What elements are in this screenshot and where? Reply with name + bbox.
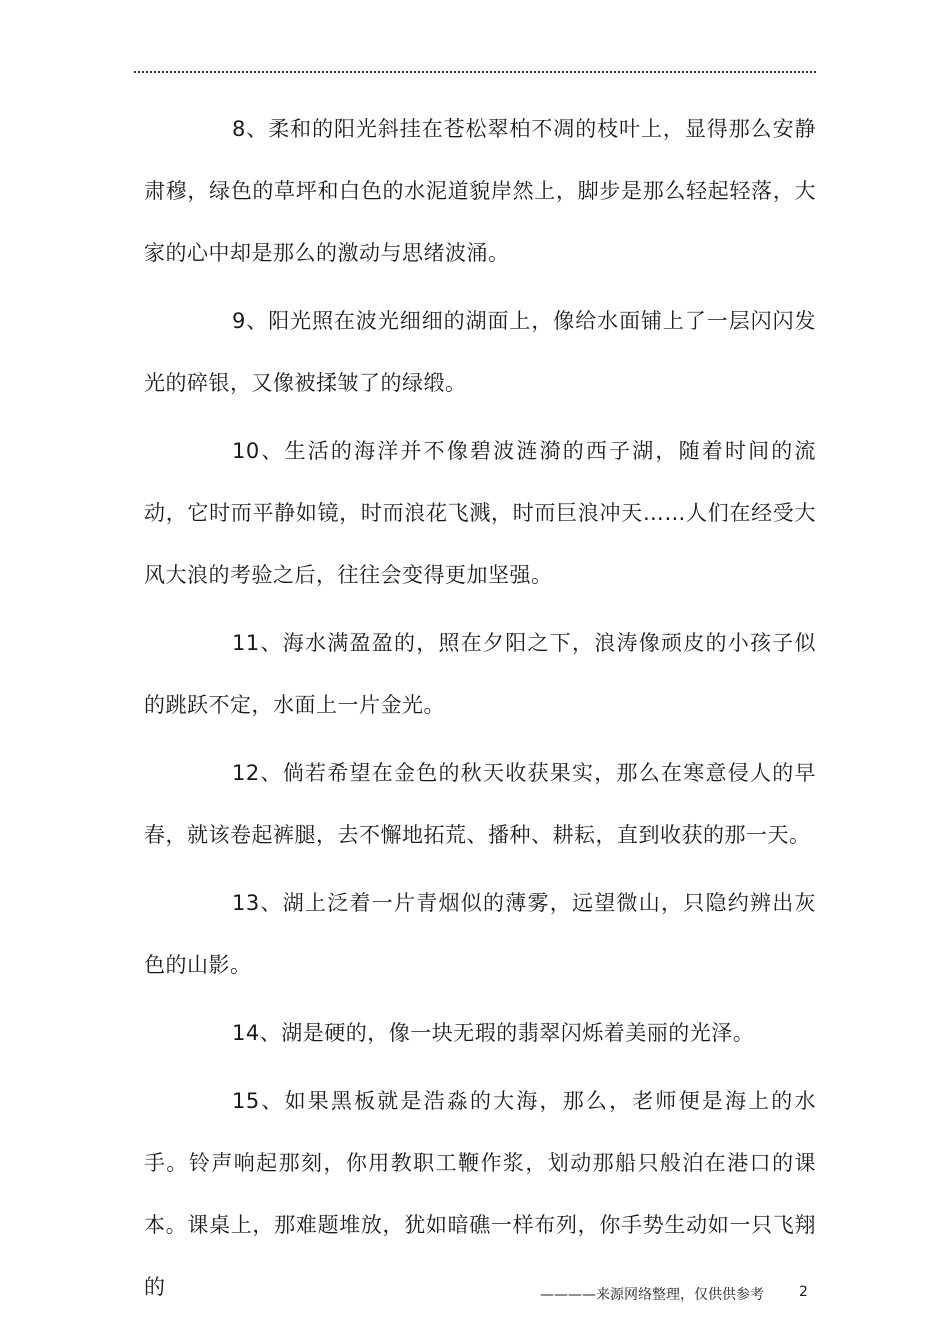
footer-source-note: ————来源网络整理，仅供供参考 <box>540 1287 764 1303</box>
paragraph-9: 9、阳光照在波光细细的湖面上，像给水面铺上了一层闪闪发光的碎银，又像被揉皱了的绿缎。 <box>144 309 816 395</box>
paragraph-13: 13、湖上泛着一片青烟似的薄雾，远望微山，只隐约辨出灰色的山影。 <box>144 891 816 977</box>
paragraph-15: 15、如果黑板就是浩淼的大海，那么，老师便是海上的水手。铃声响起那刻，你用教职工鞭作浆，划动那船只般泊在港口的课本。课桌上，那难题堆放，犹如暗礁一样布列，你手势生动如一只飞翔的 <box>144 1089 816 1299</box>
paragraph-12: 12、倘若希望在金色的秋天收获果实，那么在寒意侵人的早春，就该卷起裤腿，去不懈地拓荒、播种、耕耘，直到收获的那一天。 <box>144 761 816 847</box>
header-dotted-rule <box>134 71 816 73</box>
paragraph-10: 10、生活的海洋并不像碧波涟漪的西子湖，随着时间的流动，它时而平静如镜，时而浪花飞溅，时而巨浪冲天……人们在经受大风大浪的考验之后，往往会变得更加坚强。 <box>144 439 816 587</box>
paragraph-8: 8、柔和的阳光斜挂在苍松翠柏不凋的枝叶上，显得那么安静肃穆，绿色的草坪和白色的水泥道貌岸然上，脚步是那么轻起轻落，大家的心中却是那么的激动与思绪波涌。 <box>144 117 816 265</box>
paragraph-14: 14、湖是硬的，像一块无瑕的翡翠闪烁着美丽的光泽。 <box>232 1021 755 1045</box>
body-text <box>144 98 816 1324</box>
paragraph-11: 11、海水满盈盈的，照在夕阳之下，浪涛像顽皮的小孩子似的跳跃不定，水面上一片金光。 <box>144 631 816 717</box>
page-number: 2 <box>799 1284 808 1300</box>
